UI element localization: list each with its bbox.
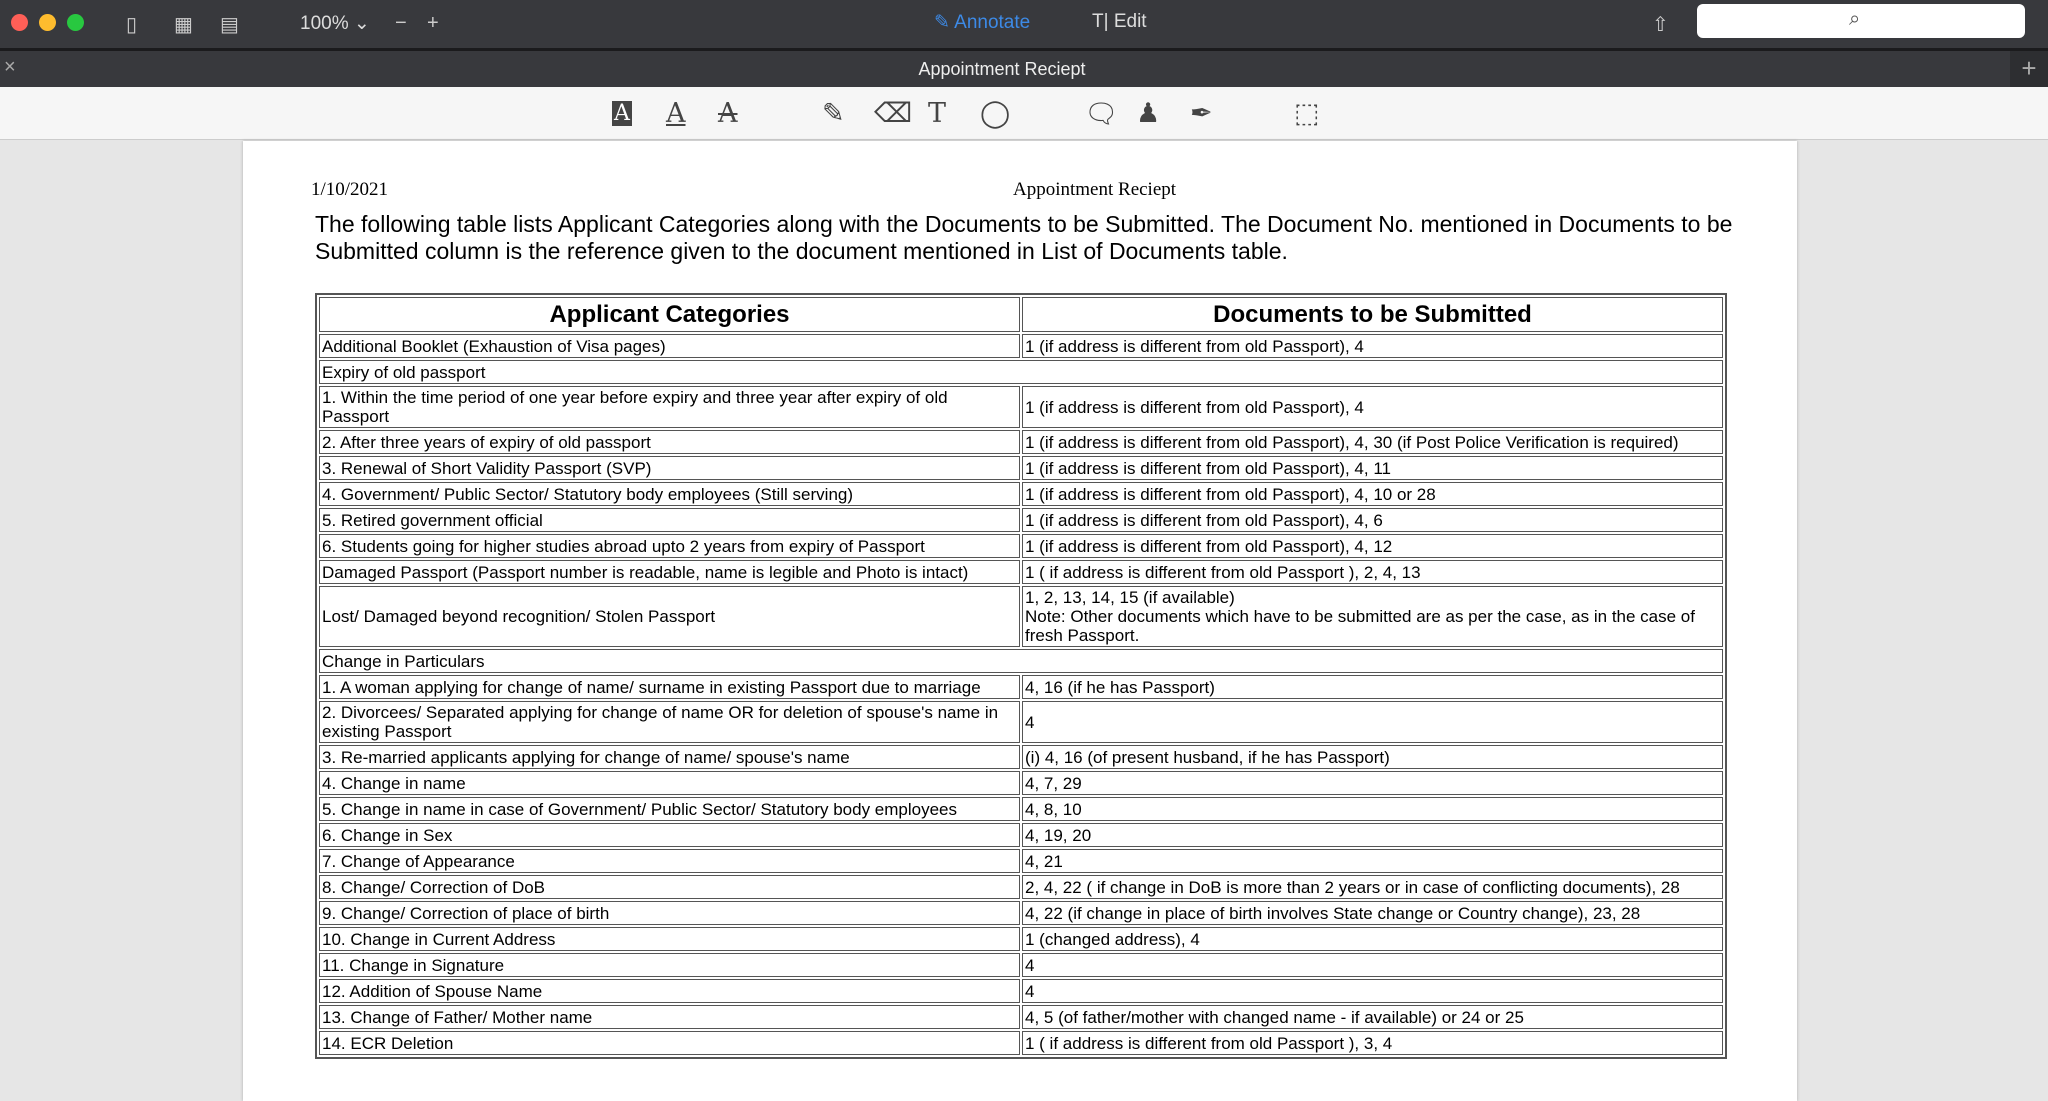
- section-header-cell: Change in Particulars: [319, 649, 1723, 673]
- stamp-icon[interactable]: ♟: [1136, 98, 1161, 129]
- text-underline-icon[interactable]: A: [666, 98, 686, 129]
- annotate-label: Annotate: [954, 12, 1031, 33]
- reader-view-icon[interactable]: ▤: [220, 14, 239, 36]
- documents-table: [315, 293, 1727, 1059]
- category-cell: 4. Government/ Public Sector/ Statutory body employees (Still serving): [319, 482, 1020, 506]
- section-header-cell: Expiry of old passport: [319, 360, 1723, 384]
- text-strikethrough-icon[interactable]: A: [718, 98, 738, 129]
- document-date: 1/10/2021: [311, 179, 389, 200]
- category-cell: 3. Re-married applicants applying for change of name/ spouse's name: [319, 745, 1020, 769]
- selection-icon[interactable]: ⬚: [1294, 98, 1320, 129]
- table-row: [319, 560, 1723, 584]
- share-icon[interactable]: ⇧: [1652, 14, 1669, 36]
- category-cell: 12. Addition of Spouse Name: [319, 979, 1020, 1003]
- shapes-icon[interactable]: ◯: [980, 98, 1011, 129]
- pen-icon: ✎: [934, 12, 950, 33]
- category-cell: 11. Change in Signature: [319, 953, 1020, 977]
- table-row: [319, 586, 1723, 647]
- documents-cell: 4, 5 (of father/mother with changed name - if available) or 24 or 25: [1022, 1005, 1723, 1029]
- text-highlight-icon[interactable]: A: [614, 101, 630, 126]
- documents-cell: 4: [1022, 953, 1723, 977]
- table-row: [319, 482, 1723, 506]
- sidebar-icon[interactable]: ▯: [126, 14, 138, 36]
- category-cell: Lost/ Damaged beyond recognition/ Stolen Passport: [319, 586, 1020, 647]
- documents-cell: 1 ( if address is different from old Passport ), 2, 4, 13: [1022, 560, 1723, 584]
- search-icon: ⌕: [1849, 8, 1861, 30]
- minimize-window-button[interactable]: [39, 14, 56, 31]
- table-row: [319, 771, 1723, 795]
- document-title: Appointment Reciept: [1013, 179, 1177, 200]
- table-row: [319, 927, 1723, 951]
- table-row: [319, 953, 1723, 977]
- documents-cell: 1 (if address is different from old Passport), 4, 30 (if Post Police Verification is required): [1022, 430, 1723, 454]
- documents-cell: 1 (if address is different from old Passport), 4: [1022, 386, 1723, 428]
- documents-cell: 4: [1022, 701, 1723, 743]
- table-row: [319, 1005, 1723, 1029]
- edit-label: Edit: [1113, 11, 1147, 32]
- documents-cell: 4, 8, 10: [1022, 797, 1723, 821]
- category-cell: 9. Change/ Correction of place of birth: [319, 901, 1020, 925]
- table-row: [319, 745, 1723, 769]
- zoom-out-button[interactable]: −: [395, 12, 407, 34]
- table-row: [319, 875, 1723, 899]
- category-cell: 13. Change of Father/ Mother name: [319, 1005, 1020, 1029]
- documents-cell: 1 (if address is different from old Passport), 4: [1022, 334, 1723, 358]
- category-cell: 1. Within the time period of one year before expiry and three year after expiry of old Passport: [319, 386, 1020, 428]
- zoom-level-dropdown[interactable]: 100% ⌄: [300, 13, 370, 34]
- pdf-page: [243, 141, 1797, 1101]
- table-row: [319, 334, 1723, 358]
- thumbnails-icon[interactable]: ▦: [174, 14, 193, 36]
- zoom-in-button[interactable]: +: [427, 12, 439, 34]
- column-header: Applicant Categories: [319, 297, 1020, 332]
- table-row: [319, 979, 1723, 1003]
- pencil-icon[interactable]: ✎: [822, 98, 845, 129]
- table-row: [319, 1031, 1723, 1055]
- category-cell: 10. Change in Current Address: [319, 927, 1020, 951]
- category-cell: 5. Retired government official: [319, 508, 1020, 532]
- category-cell: 6. Change in Sex: [319, 823, 1020, 847]
- text-box-icon[interactable]: T: [928, 98, 947, 129]
- tab-title[interactable]: Appointment Reciept: [918, 59, 1086, 79]
- category-cell: 7. Change of Appearance: [319, 849, 1020, 873]
- zoom-level: 100%: [300, 13, 349, 34]
- documents-cell: 1, 2, 13, 14, 15 (if available) Note: Other documents which have to be submitted are as per the case, as in the case of fresh Passport.: [1022, 586, 1723, 647]
- table-row: [319, 386, 1723, 428]
- close-window-button[interactable]: [11, 14, 28, 31]
- documents-cell: 1 ( if address is different from old Passport ), 3, 4: [1022, 1031, 1723, 1055]
- documents-cell: 1 (if address is different from old Passport), 4, 6: [1022, 508, 1723, 532]
- text-cursor-icon: T|: [1092, 11, 1109, 32]
- note-icon[interactable]: 🗨: [1084, 99, 1119, 130]
- category-cell: 5. Change in name in case of Government/ Public Sector/ Statutory body employees: [319, 797, 1020, 821]
- signature-pen-icon[interactable]: ✒: [1190, 98, 1213, 129]
- table-row: [319, 649, 1723, 673]
- table-row: [319, 456, 1723, 480]
- annotation-toolbar: [0, 87, 2048, 140]
- documents-cell: 2, 4, 22 ( if change in DoB is more than 2 years or in case of conflicting documents), 28: [1022, 875, 1723, 899]
- category-cell: Damaged Passport (Passport number is readable, name is legible and Photo is intact): [319, 560, 1020, 584]
- category-cell: 8. Change/ Correction of DoB: [319, 875, 1020, 899]
- column-header: Documents to be Submitted: [1022, 297, 1723, 332]
- annotate-button[interactable]: [934, 11, 1030, 34]
- documents-cell: 4, 22 (if change in place of birth involves State change or Country change), 23, 28: [1022, 901, 1723, 925]
- documents-cell: 1 (changed address), 4: [1022, 927, 1723, 951]
- table-row: [319, 508, 1723, 532]
- category-cell: 6. Students going for higher studies abroad upto 2 years from expiry of Passport: [319, 534, 1020, 558]
- documents-cell: 1 (if address is different from old Passport), 4, 12: [1022, 534, 1723, 558]
- documents-cell: 4, 7, 29: [1022, 771, 1723, 795]
- table-row: [319, 675, 1723, 699]
- table-row: [319, 849, 1723, 873]
- eraser-icon[interactable]: ⌫: [874, 98, 913, 129]
- table-row: [319, 823, 1723, 847]
- table-row: [319, 534, 1723, 558]
- documents-cell: (i) 4, 16 (of present husband, if he has Passport): [1022, 745, 1723, 769]
- category-cell: 14. ECR Deletion: [319, 1031, 1020, 1055]
- edit-button[interactable]: [1092, 11, 1147, 33]
- documents-cell: 1 (if address is different from old Passport), 4, 11: [1022, 456, 1723, 480]
- documents-cell: 4, 19, 20: [1022, 823, 1723, 847]
- table-row: [319, 701, 1723, 743]
- documents-cell: 4, 16 (if he has Passport): [1022, 675, 1723, 699]
- category-cell: 3. Renewal of Short Validity Passport (SVP): [319, 456, 1020, 480]
- category-cell: 4. Change in name: [319, 771, 1020, 795]
- category-cell: 1. A woman applying for change of name/ surname in existing Passport due to marriage: [319, 675, 1020, 699]
- category-cell: 2. Divorcees/ Separated applying for change of name OR for deletion of spouse's name in existing Passport: [319, 701, 1020, 743]
- category-cell: 2. After three years of expiry of old passport: [319, 430, 1020, 454]
- category-cell: Additional Booklet (Exhaustion of Visa pages): [319, 334, 1020, 358]
- table-row: [319, 360, 1723, 384]
- table-row: [319, 901, 1723, 925]
- window-toolbar: [0, 0, 2048, 48]
- documents-cell: 4: [1022, 979, 1723, 1003]
- close-tab-icon[interactable]: ×: [4, 56, 16, 78]
- documents-cell: 1 (if address is different from old Passport), 4, 10 or 28: [1022, 482, 1723, 506]
- documents-cell: 4, 21: [1022, 849, 1723, 873]
- tab-bar: [0, 51, 2048, 87]
- table-row: [319, 797, 1723, 821]
- maximize-window-button[interactable]: [67, 14, 84, 31]
- search-input[interactable]: [1697, 4, 2025, 38]
- new-tab-button[interactable]: +: [2010, 51, 2048, 87]
- intro-paragraph: The following table lists Applicant Categories along with the Documents to be Submitted. The Document No. mentioned in Documents to be Submitted column is the reference given to the document mentioned in List of Documents table.: [315, 211, 1733, 264]
- table-row: [319, 430, 1723, 454]
